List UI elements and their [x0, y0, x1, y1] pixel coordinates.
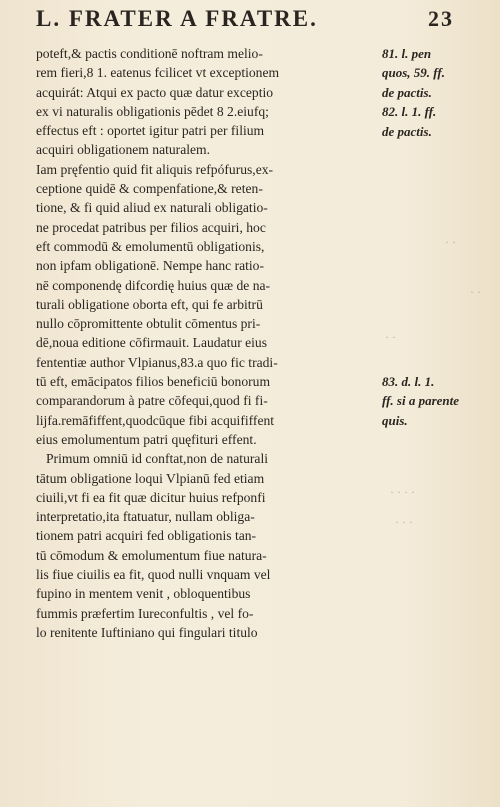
- text-line: ciuili,vt fi ea fit quæ dicitur huius refponfi: [36, 489, 266, 505]
- margin-note: 81. l. pen: [382, 46, 432, 61]
- text-line: effectus eft : oportet igitur patri per filium: [36, 123, 265, 139]
- text-line: nullo cōpromittente obtulit cōmentus pri-: [36, 316, 261, 332]
- text-line: turali obligatione oborta eft, qui fe arbitrū: [36, 296, 263, 312]
- text-line: tātum obligatione loqui Vlpianū fed etiam: [36, 470, 265, 486]
- text-line: eius emolumentum patri quęfituri effent.: [36, 431, 257, 447]
- text-line: comparandorum à patre cōfequi,quod fi fi-: [36, 393, 268, 409]
- text-line: Primum omniū id conftat,non de naturali: [46, 451, 268, 467]
- text-line: lis fiue ciuilis ea fit, quod nulli vnquam vel: [36, 567, 271, 583]
- bleed-through-mark: · ·: [470, 285, 481, 299]
- text-line: tū cōmodum & emolumentum fiue natura-: [36, 547, 267, 563]
- running-head: [36, 6, 486, 36]
- main-text-column: [36, 44, 376, 642]
- margin-note: quos, 59. ff.: [382, 65, 445, 80]
- text-line: lijfa.remāfiffent,quodcūque fibi acquififfent: [36, 412, 275, 428]
- text-line: nē componendę difcordię huius quæ de na-: [36, 277, 271, 293]
- text-line: acquirát: Atqui ex pacto quæ datur exceptio: [36, 84, 274, 100]
- text-line: lo renitente Iuftiniano qui fingulari titulo: [36, 624, 258, 640]
- bleed-through-mark: · · ·: [395, 515, 413, 529]
- text-line: fupino in mentem venit , obloquentibus: [36, 586, 251, 602]
- margin-note: de pactis.: [382, 124, 432, 139]
- bleed-through-mark: · · · ·: [390, 485, 415, 499]
- margin-note: de pactis.: [382, 85, 432, 100]
- text-line: Iam pręfentio quid fit aliquis refpófurus,ex-: [36, 161, 274, 177]
- text-line: fummis præfertim Iureconfultis , vel fo-: [36, 605, 254, 621]
- text-line: tū eft, emācipatos filios beneficiū bonorum: [36, 374, 271, 390]
- text-line: ceptione quidē & compenfatione,& reten-: [36, 181, 263, 197]
- margin-note: 83. d. l. 1.: [382, 374, 435, 389]
- running-title: L. FRATER A FRATRE.: [36, 6, 318, 31]
- text-line: eft commodū & emolumentū obligationis,: [36, 238, 265, 254]
- bleed-through-mark: · ·: [445, 235, 456, 249]
- margin-note: 82. l. 1. ff.: [382, 104, 437, 119]
- text-line: fententiæ author Vlpianus,83.a quo fic tradi-: [36, 354, 278, 370]
- margin-note: quis.: [382, 413, 408, 428]
- text-line: dē,noua editione cōfirmauit. Laudatur eius: [36, 335, 268, 351]
- bleed-through-mark: · ·: [385, 330, 396, 344]
- text-line: ex vi naturalis obligationis pēdet 8 2.eiufq;: [36, 103, 269, 119]
- margin-note: ff. si a parente: [382, 393, 460, 408]
- text-line: non ipfam obligationē. Nempe hanc ratio-: [36, 258, 265, 274]
- text-line: tione, & fi quid aliud ex naturali obligatio-: [36, 200, 268, 216]
- text-line: poteft,& pactis conditionē noftram melio-: [36, 46, 263, 61]
- text-line: tionem patri acquiri fed obligationis tan-: [36, 528, 257, 544]
- page-number: 23: [428, 6, 454, 31]
- text-line: acquiri obligationem naturalem.: [36, 142, 211, 158]
- text-line: ne procedat patribus per filios acquiri, hoc: [36, 219, 266, 235]
- text-line: rem fieri,8 1. eatenus fcilicet vt exceptionem: [36, 65, 280, 81]
- text-line: interpretatio,ita ftatuatur, nullam obliga-: [36, 509, 255, 525]
